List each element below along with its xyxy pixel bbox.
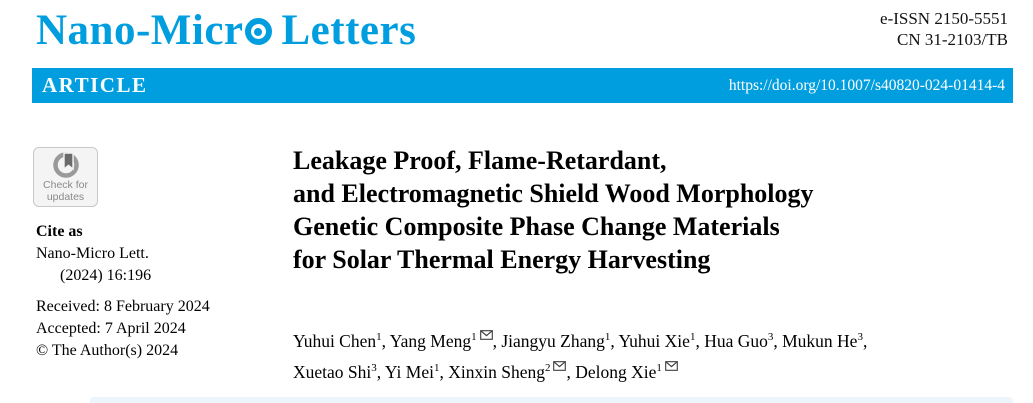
author-name: Xuetao Shi bbox=[293, 362, 372, 382]
author-separator: , bbox=[566, 362, 576, 382]
title-line: Genetic Composite Phase Change Materials bbox=[293, 212, 780, 241]
author-list bbox=[293, 326, 1023, 388]
author-affiliation-sup: 1 bbox=[656, 362, 662, 375]
author-affiliation-sup: 2 bbox=[544, 362, 551, 375]
author-affiliation-sup: 3 bbox=[371, 362, 377, 375]
cite-volume-page: (2024) 16:196 bbox=[60, 267, 152, 284]
author-separator: , bbox=[492, 331, 502, 351]
author-affiliation-sup: 1 bbox=[689, 331, 696, 344]
article-type-banner bbox=[32, 68, 1013, 103]
author-name: Yang Meng bbox=[389, 331, 472, 351]
author-separator: , bbox=[381, 331, 390, 351]
accepted-date: Accepted: 7 April 2024 bbox=[36, 320, 186, 337]
crossmark-bookmark-icon bbox=[53, 152, 79, 178]
author-affiliation-sup: 1 bbox=[604, 331, 611, 344]
author-affiliation-sup: 3 bbox=[767, 331, 774, 344]
journal-logo bbox=[36, 6, 416, 55]
journal-logo-prefix: Nano-Micr bbox=[36, 7, 244, 54]
author-affiliation-sup: 1 bbox=[376, 331, 382, 344]
author-name: Yuhui Chen bbox=[293, 331, 377, 351]
citation-block bbox=[36, 221, 151, 287]
corresponding-author-envelope-icon[interactable] bbox=[480, 319, 493, 350]
title-line: Leakage Proof, Flame-Retardant, bbox=[293, 146, 667, 175]
author-affiliation-sup: 1 bbox=[471, 331, 477, 344]
corresponding-author-envelope-icon[interactable] bbox=[553, 350, 566, 381]
author-name: Yuhui Xie bbox=[618, 331, 690, 351]
issn-block bbox=[880, 8, 1008, 50]
author-line bbox=[293, 357, 1023, 388]
author-name: Xinxin Sheng bbox=[448, 362, 545, 382]
author-separator: , bbox=[862, 331, 868, 351]
author-separator: , bbox=[439, 362, 449, 382]
crossmark-label: Check for updates bbox=[43, 179, 88, 203]
author-separator: , bbox=[376, 362, 385, 382]
article-history-block bbox=[36, 296, 210, 362]
crossmark-check-for-updates-badge[interactable] bbox=[33, 147, 98, 207]
author-name: Mukun He bbox=[782, 331, 858, 351]
title-line: for Solar Thermal Energy Harvesting bbox=[293, 245, 711, 274]
e-issn: e-ISSN 2150-5551 bbox=[880, 9, 1008, 28]
logo-ring-o-icon bbox=[245, 18, 272, 45]
copyright-line: © The Author(s) 2024 bbox=[36, 342, 179, 359]
author-name: Yi Mei bbox=[384, 362, 434, 382]
author-separator: , bbox=[610, 331, 619, 351]
author-affiliation-sup: 3 bbox=[857, 331, 863, 344]
cite-as-heading: Cite as bbox=[36, 223, 83, 240]
author-line bbox=[293, 326, 1023, 357]
author-separator: , bbox=[773, 331, 783, 351]
author-separator: , bbox=[695, 331, 705, 351]
author-name: Hua Guo bbox=[704, 331, 768, 351]
author-name: Jiangyu Zhang bbox=[501, 331, 605, 351]
author-name: Delong Xie bbox=[575, 362, 657, 382]
cn-number: CN 31-2103/TB bbox=[897, 30, 1008, 49]
corresponding-author-envelope-icon[interactable] bbox=[665, 350, 678, 381]
article-title bbox=[293, 144, 1023, 276]
journal-logo-suffix: Letters bbox=[281, 7, 417, 54]
next-section-top-edge bbox=[90, 397, 1013, 403]
doi-link[interactable]: https://doi.org/10.1007/s40820-024-01414-4 bbox=[728, 76, 1005, 94]
article-type-label: ARTICLE bbox=[42, 73, 148, 97]
title-line: and Electromagnetic Shield Wood Morphology bbox=[293, 179, 814, 208]
cite-journal-abbrev: Nano-Micro Lett. bbox=[36, 245, 149, 262]
received-date: Received: 8 February 2024 bbox=[36, 298, 210, 315]
author-affiliation-sup: 1 bbox=[433, 362, 440, 375]
